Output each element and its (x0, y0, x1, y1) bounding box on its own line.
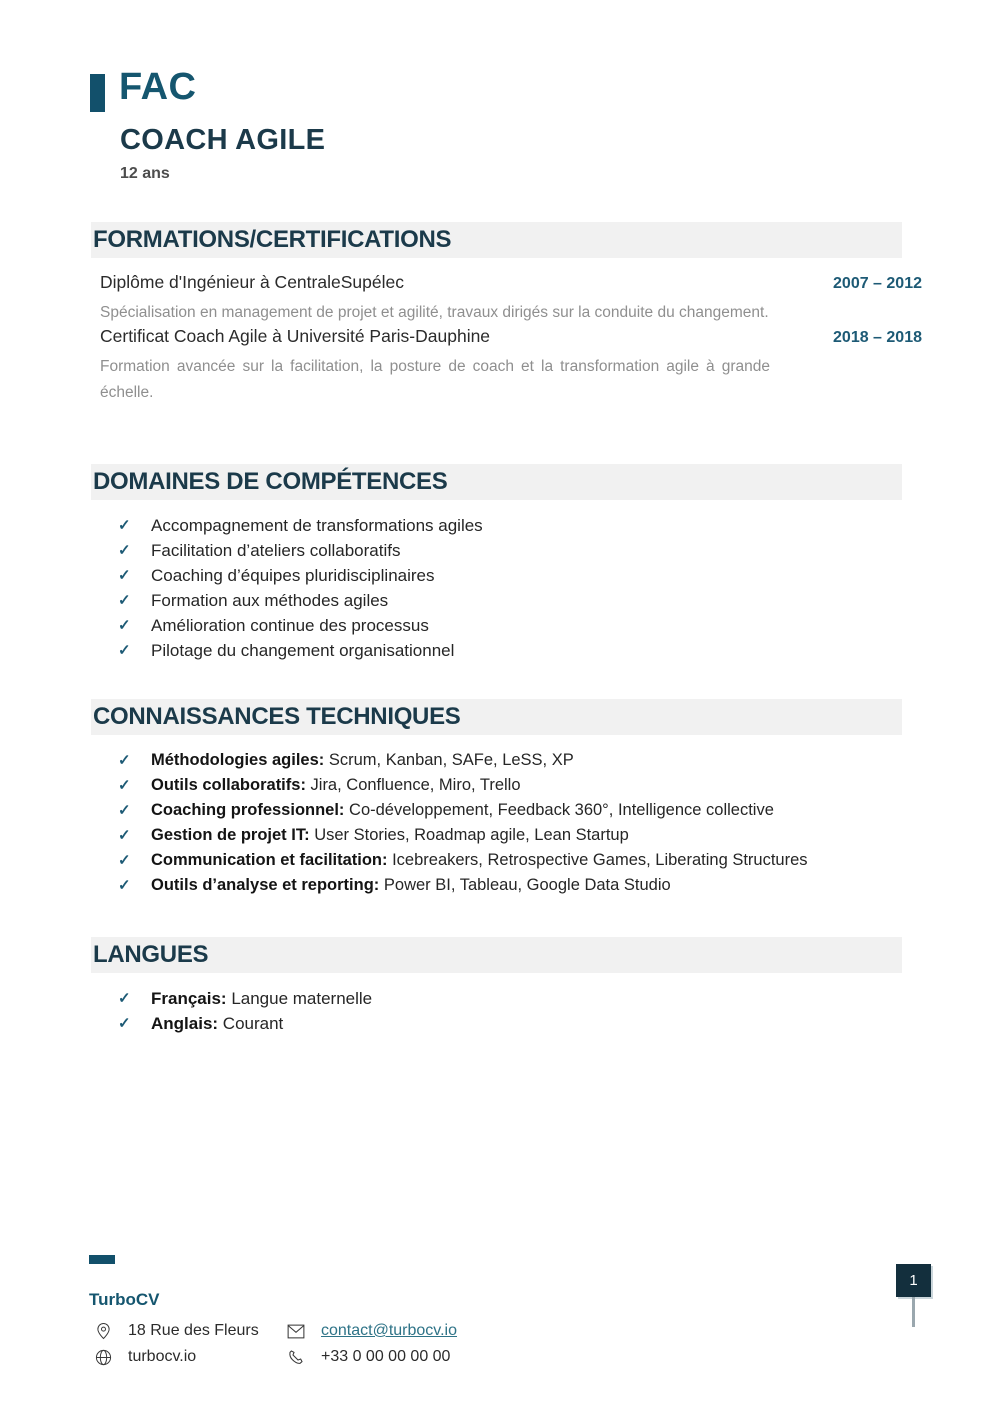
education-entry (100, 272, 922, 326)
section-formations (91, 222, 922, 406)
list-item (91, 638, 922, 663)
education-description: Formation avancée sur la facilitation, la posture de coach et la transformation agile à grande échelle. (100, 358, 770, 401)
globe-icon (93, 1349, 113, 1366)
check-icon: ✓ (118, 642, 131, 659)
section-header-bar (91, 699, 902, 735)
page-marker (896, 1264, 931, 1327)
accent-bar (90, 74, 105, 112)
footer-website[interactable]: turbocv.io (128, 1348, 197, 1365)
footer-accent-chip (89, 1255, 115, 1264)
list-item (91, 748, 922, 773)
list-item (91, 538, 922, 563)
list-item (91, 513, 922, 538)
check-icon: ✓ (118, 777, 131, 794)
skill-category: Outils d’analyse et reporting: (151, 876, 380, 894)
footer-email-link[interactable]: contact@turbocv.io (321, 1322, 458, 1339)
check-icon: ✓ (118, 990, 131, 1007)
language-name: Anglais: (151, 1014, 219, 1033)
location-pin-icon (93, 1322, 113, 1340)
check-icon: ✓ (118, 802, 131, 819)
list-item (91, 773, 922, 798)
skill-category: Gestion de projet IT: (151, 826, 310, 844)
check-icon: ✓ (118, 517, 131, 534)
list-item (91, 588, 922, 613)
technical-skills-list (91, 748, 922, 898)
skill-category: Communication et facilitation: (151, 851, 388, 869)
footer-address: 18 Rue des Fleurs (128, 1322, 259, 1339)
section-domaines (91, 464, 922, 663)
list-item (91, 848, 922, 873)
check-icon: ✓ (118, 877, 131, 894)
section-heading-formations: FORMATIONS/CERTIFICATIONS (93, 226, 452, 253)
check-icon: ✓ (118, 752, 131, 769)
education-title: Certificat Coach Agile à Université Paris-Dauphine (100, 326, 491, 346)
footer-company-name: TurboCV (89, 1290, 160, 1309)
list-item (91, 1011, 922, 1036)
education-dates: 2007 – 2012 (833, 275, 922, 292)
education-dates: 2018 – 2018 (833, 329, 922, 346)
check-icon: ✓ (118, 852, 131, 869)
skill-text: Pilotage du changement organisationnel (151, 641, 455, 660)
education-title: Diplôme d'Ingénieur à CentraleSupélec (100, 272, 404, 292)
education-entry (100, 326, 922, 406)
section-header-bar (91, 937, 902, 973)
language-level: Langue maternelle (226, 989, 373, 1008)
job-title: COACH AGILE (120, 124, 326, 156)
language-level: Courant (218, 1014, 284, 1033)
section-header-bar (91, 464, 902, 500)
skill-text: Accompagnement de transformations agiles (151, 516, 483, 535)
list-item (91, 563, 922, 588)
check-icon: ✓ (118, 542, 131, 559)
candidate-initials: FAC (119, 66, 197, 108)
check-icon: ✓ (118, 827, 131, 844)
footer-phone: +33 0 00 00 00 00 (321, 1348, 451, 1365)
skill-text: Facilitation d’ateliers collaboratifs (151, 541, 401, 560)
page-marker-line (912, 1297, 915, 1327)
skills-list (91, 513, 922, 663)
section-langues (91, 937, 922, 1036)
education-description: Spécialisation en management de projet et agilité, travaux dirigés sur la conduite du changement. (100, 304, 769, 321)
years-of-experience: 12 ans (120, 165, 170, 182)
section-heading-langues: LANGUES (93, 941, 209, 968)
list-item (91, 798, 922, 823)
list-item (91, 873, 922, 898)
email-icon (286, 1324, 306, 1339)
check-icon: ✓ (118, 567, 131, 584)
skill-category: Outils collaboratifs: (151, 776, 306, 794)
languages-list (91, 986, 922, 1036)
check-icon: ✓ (118, 1015, 131, 1032)
section-heading-connaissances: CONNAISSANCES TECHNIQUES (93, 703, 461, 730)
page-number: 1 (896, 1264, 931, 1297)
check-icon: ✓ (118, 617, 131, 634)
list-item (91, 613, 922, 638)
section-heading-domaines: DOMAINES DE COMPÉTENCES (93, 468, 448, 495)
language-name: Français: (151, 989, 227, 1008)
skill-values: Co-développement, Feedback 360°, Intelligence collective (344, 801, 774, 819)
check-icon: ✓ (118, 592, 131, 609)
skill-values: Icebreakers, Retrospective Games, Liberating Structures (387, 851, 808, 869)
skill-category: Coaching professionnel: (151, 801, 345, 819)
skill-values: Jira, Confluence, Miro, Trello (305, 776, 521, 794)
skill-values: Power BI, Tableau, Google Data Studio (379, 876, 671, 894)
section-connaissances (91, 699, 922, 898)
list-item (91, 986, 922, 1011)
skill-values: User Stories, Roadmap agile, Lean Startup (309, 826, 629, 844)
skill-values: Scrum, Kanban, SAFe, LeSS, XP (324, 751, 574, 769)
footer (89, 1290, 649, 1370)
skill-text: Amélioration continue des processus (151, 616, 429, 635)
phone-icon (286, 1349, 306, 1365)
list-item (91, 823, 922, 848)
section-header-bar (91, 222, 902, 258)
skill-text: Formation aux méthodes agiles (151, 591, 389, 610)
skill-text: Coaching d’équipes pluridisciplinaires (151, 566, 435, 585)
skill-category: Méthodologies agiles: (151, 751, 325, 769)
